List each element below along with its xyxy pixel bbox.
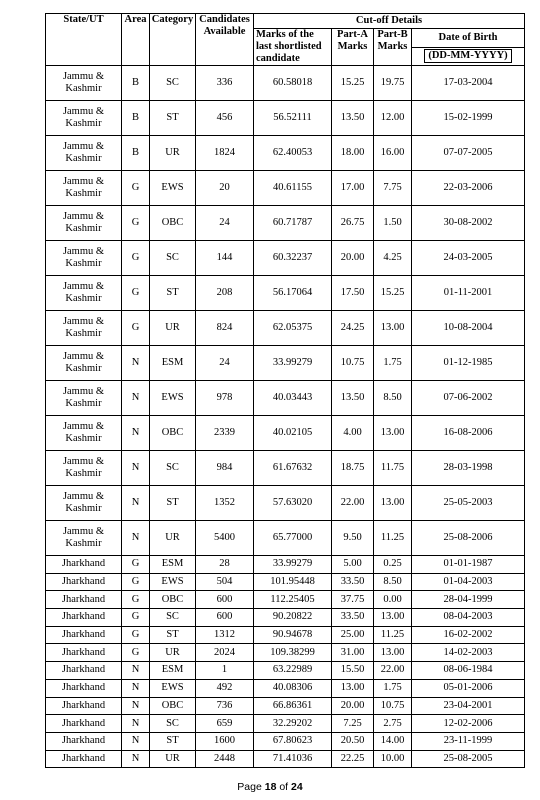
table-row	[46, 101, 525, 136]
cell-area: G	[122, 609, 150, 627]
table-row	[46, 241, 525, 276]
cell-marks-last: 32.29202	[254, 715, 332, 733]
cell-part-a: 24.25	[332, 311, 374, 346]
cell-state: Jharkhand	[46, 591, 122, 609]
cell-area: N	[122, 697, 150, 715]
cell-part-a: 17.00	[332, 171, 374, 206]
cell-state: Jammu & Kashmir	[46, 171, 122, 206]
cell-category: EWS	[150, 171, 196, 206]
cell-date-of-birth: 12-02-2006	[412, 715, 525, 733]
table-row	[46, 416, 525, 451]
header-cutoff-details: Cut-off Details	[254, 14, 525, 29]
of-word: of	[279, 781, 289, 793]
table-row	[46, 346, 525, 381]
cell-date-of-birth: 22-03-2006	[412, 171, 525, 206]
cell-date-of-birth: 07-06-2002	[412, 381, 525, 416]
cell-part-a: 15.25	[332, 66, 374, 101]
cell-date-of-birth: 07-07-2005	[412, 136, 525, 171]
cell-date-of-birth: 10-08-2004	[412, 311, 525, 346]
cell-candidates: 504	[196, 573, 254, 591]
cell-state: Jharkhand	[46, 644, 122, 662]
cell-category: OBC	[150, 206, 196, 241]
cell-part-a: 17.50	[332, 276, 374, 311]
page-footer	[0, 781, 540, 793]
cell-candidates: 984	[196, 451, 254, 486]
cell-part-a: 22.25	[332, 750, 374, 768]
cell-candidates: 336	[196, 66, 254, 101]
cell-category: SC	[150, 66, 196, 101]
cell-part-b: 8.50	[374, 381, 412, 416]
cell-candidates: 600	[196, 591, 254, 609]
cell-part-b: 13.00	[374, 311, 412, 346]
cell-date-of-birth: 30-08-2002	[412, 206, 525, 241]
cell-state: Jharkhand	[46, 556, 122, 574]
cell-part-a: 13.50	[332, 381, 374, 416]
cell-state: Jharkhand	[46, 609, 122, 627]
cell-marks-last: 33.99279	[254, 556, 332, 574]
cell-marks-last: 40.02105	[254, 416, 332, 451]
cell-state: Jammu & Kashmir	[46, 381, 122, 416]
cell-category: OBC	[150, 416, 196, 451]
cell-candidates: 144	[196, 241, 254, 276]
cell-state: Jammu & Kashmir	[46, 311, 122, 346]
table-row	[46, 697, 525, 715]
cell-part-b: 4.25	[374, 241, 412, 276]
cell-area: B	[122, 101, 150, 136]
cell-area: N	[122, 381, 150, 416]
cell-category: ESM	[150, 556, 196, 574]
cell-marks-last: 60.58018	[254, 66, 332, 101]
cell-part-b: 11.75	[374, 451, 412, 486]
table-row	[46, 573, 525, 591]
cell-state: Jharkhand	[46, 732, 122, 750]
cell-date-of-birth: 28-03-1998	[412, 451, 525, 486]
cell-part-b: 11.25	[374, 521, 412, 556]
cell-date-of-birth: 08-04-2003	[412, 609, 525, 627]
cell-category: UR	[150, 644, 196, 662]
cell-marks-last: 40.08306	[254, 679, 332, 697]
cell-candidates: 24	[196, 346, 254, 381]
cell-category: SC	[150, 451, 196, 486]
cell-marks-last: 62.40053	[254, 136, 332, 171]
cell-category: ST	[150, 101, 196, 136]
cell-candidates: 978	[196, 381, 254, 416]
cell-part-b: 1.50	[374, 206, 412, 241]
table-row	[46, 451, 525, 486]
cell-candidates: 28	[196, 556, 254, 574]
cell-date-of-birth: 01-11-2001	[412, 276, 525, 311]
cell-category: EWS	[150, 679, 196, 697]
cell-part-a: 13.50	[332, 101, 374, 136]
cell-part-b: 1.75	[374, 679, 412, 697]
table-row	[46, 136, 525, 171]
cell-part-a: 20.00	[332, 697, 374, 715]
cell-part-b: 22.00	[374, 662, 412, 680]
cell-category: ESM	[150, 346, 196, 381]
cell-marks-last: 90.20822	[254, 609, 332, 627]
cell-area: G	[122, 276, 150, 311]
cell-candidates: 456	[196, 101, 254, 136]
cell-date-of-birth: 17-03-2004	[412, 66, 525, 101]
cell-area: N	[122, 416, 150, 451]
cell-state: Jammu & Kashmir	[46, 66, 122, 101]
header-state: State/UT	[46, 14, 122, 66]
cell-state: Jharkhand	[46, 750, 122, 768]
cell-marks-last: 67.80623	[254, 732, 332, 750]
cell-category: OBC	[150, 697, 196, 715]
table-row	[46, 732, 525, 750]
header-category: Category	[150, 14, 196, 66]
table-row	[46, 679, 525, 697]
cell-category: SC	[150, 609, 196, 627]
cell-candidates: 824	[196, 311, 254, 346]
table-row	[46, 381, 525, 416]
cell-part-a: 31.00	[332, 644, 374, 662]
cell-state: Jharkhand	[46, 662, 122, 680]
cell-state: Jharkhand	[46, 626, 122, 644]
table-row	[46, 311, 525, 346]
cell-state: Jammu & Kashmir	[46, 101, 122, 136]
cell-category: OBC	[150, 591, 196, 609]
cell-date-of-birth: 15-02-1999	[412, 101, 525, 136]
cell-area: G	[122, 556, 150, 574]
cell-date-of-birth: 01-12-1985	[412, 346, 525, 381]
cell-category: SC	[150, 241, 196, 276]
cell-date-of-birth: 08-06-1984	[412, 662, 525, 680]
cell-marks-last: 60.71787	[254, 206, 332, 241]
cell-area: N	[122, 750, 150, 768]
table-row	[46, 609, 525, 627]
cell-area: N	[122, 486, 150, 521]
table-row	[46, 486, 525, 521]
cell-date-of-birth: 05-01-2006	[412, 679, 525, 697]
cell-date-of-birth: 24-03-2005	[412, 241, 525, 276]
cell-area: G	[122, 241, 150, 276]
cell-category: EWS	[150, 381, 196, 416]
header-date-of-birth: Date of Birth	[412, 29, 525, 48]
cell-marks-last: 63.22989	[254, 662, 332, 680]
cell-part-a: 13.00	[332, 679, 374, 697]
table-row	[46, 521, 525, 556]
cell-marks-last: 57.63020	[254, 486, 332, 521]
cell-part-b: 13.00	[374, 416, 412, 451]
cell-part-a: 37.75	[332, 591, 374, 609]
cutoff-table	[45, 13, 525, 768]
cell-part-b: 13.00	[374, 609, 412, 627]
cell-candidates: 1	[196, 662, 254, 680]
cell-marks-last: 40.03443	[254, 381, 332, 416]
cell-candidates: 1600	[196, 732, 254, 750]
cell-part-b: 0.25	[374, 556, 412, 574]
cell-part-b: 1.75	[374, 346, 412, 381]
cell-category: UR	[150, 136, 196, 171]
table-row	[46, 662, 525, 680]
cell-candidates: 736	[196, 697, 254, 715]
cell-marks-last: 56.17064	[254, 276, 332, 311]
cell-category: ST	[150, 486, 196, 521]
cell-date-of-birth: 25-08-2005	[412, 750, 525, 768]
header-marks-last-shortlisted: Marks of the last shortlisted candidate	[254, 29, 332, 66]
cell-state: Jharkhand	[46, 573, 122, 591]
cell-area: N	[122, 521, 150, 556]
cell-area: N	[122, 679, 150, 697]
cell-part-a: 25.00	[332, 626, 374, 644]
cell-state: Jammu & Kashmir	[46, 521, 122, 556]
cell-part-b: 14.00	[374, 732, 412, 750]
cell-marks-last: 40.61155	[254, 171, 332, 206]
cell-state: Jammu & Kashmir	[46, 241, 122, 276]
cell-date-of-birth: 25-08-2006	[412, 521, 525, 556]
cell-state: Jammu & Kashmir	[46, 136, 122, 171]
cell-part-b: 0.00	[374, 591, 412, 609]
cell-marks-last: 90.94678	[254, 626, 332, 644]
cell-part-b: 15.25	[374, 276, 412, 311]
cell-candidates: 2339	[196, 416, 254, 451]
cell-marks-last: 60.32237	[254, 241, 332, 276]
cell-date-of-birth: 01-04-2003	[412, 573, 525, 591]
cell-candidates: 600	[196, 609, 254, 627]
header-candidates-available: Candidates Available	[196, 14, 254, 66]
cell-part-b: 2.75	[374, 715, 412, 733]
cell-part-a: 26.75	[332, 206, 374, 241]
table-row	[46, 206, 525, 241]
cell-date-of-birth: 23-04-2001	[412, 697, 525, 715]
cell-category: ESM	[150, 662, 196, 680]
table-row	[46, 644, 525, 662]
table-row	[46, 591, 525, 609]
cell-area: G	[122, 591, 150, 609]
cell-date-of-birth: 01-01-1987	[412, 556, 525, 574]
cell-category: SC	[150, 715, 196, 733]
cell-part-a: 15.50	[332, 662, 374, 680]
table-row	[46, 715, 525, 733]
cell-state: Jammu & Kashmir	[46, 416, 122, 451]
cell-part-b: 10.00	[374, 750, 412, 768]
cell-candidates: 659	[196, 715, 254, 733]
cell-category: ST	[150, 276, 196, 311]
cell-category: ST	[150, 732, 196, 750]
cell-area: N	[122, 662, 150, 680]
table-row	[46, 66, 525, 101]
cell-part-b: 13.00	[374, 486, 412, 521]
cell-area: N	[122, 346, 150, 381]
cell-state: Jammu & Kashmir	[46, 346, 122, 381]
cell-state: Jammu & Kashmir	[46, 451, 122, 486]
cell-part-a: 10.75	[332, 346, 374, 381]
cell-area: N	[122, 732, 150, 750]
table-row	[46, 276, 525, 311]
cell-candidates: 1824	[196, 136, 254, 171]
cell-area: G	[122, 171, 150, 206]
table-row	[46, 626, 525, 644]
cell-part-a: 20.00	[332, 241, 374, 276]
table-body	[46, 66, 525, 768]
cell-area: G	[122, 206, 150, 241]
cell-candidates: 5400	[196, 521, 254, 556]
cell-candidates: 492	[196, 679, 254, 697]
cell-area: G	[122, 626, 150, 644]
cell-category: UR	[150, 311, 196, 346]
cell-part-a: 20.50	[332, 732, 374, 750]
cell-marks-last: 109.38299	[254, 644, 332, 662]
cell-part-b: 10.75	[374, 697, 412, 715]
cell-marks-last: 61.67632	[254, 451, 332, 486]
cell-marks-last: 62.05375	[254, 311, 332, 346]
cell-part-b: 16.00	[374, 136, 412, 171]
cell-candidates: 208	[196, 276, 254, 311]
cell-date-of-birth: 28-04-1999	[412, 591, 525, 609]
cell-category: EWS	[150, 573, 196, 591]
table-row	[46, 171, 525, 206]
cell-candidates: 20	[196, 171, 254, 206]
table-row	[46, 750, 525, 768]
cell-marks-last: 65.77000	[254, 521, 332, 556]
cell-part-b: 11.25	[374, 626, 412, 644]
cell-candidates: 2024	[196, 644, 254, 662]
page-total: 24	[291, 781, 303, 793]
header-dob-format: (DD-MM-YYYY)	[424, 49, 511, 63]
cell-marks-last: 56.52111	[254, 101, 332, 136]
cell-marks-last: 112.25405	[254, 591, 332, 609]
header-part-a-marks: Part-A Marks	[332, 29, 374, 66]
cutoff-table-container	[45, 13, 524, 768]
cell-marks-last: 101.95448	[254, 573, 332, 591]
cell-state: Jharkhand	[46, 697, 122, 715]
cell-part-a: 33.50	[332, 573, 374, 591]
cell-area: B	[122, 136, 150, 171]
cell-part-a: 5.00	[332, 556, 374, 574]
cell-area: N	[122, 715, 150, 733]
cell-area: G	[122, 644, 150, 662]
cell-part-a: 4.00	[332, 416, 374, 451]
cell-state: Jammu & Kashmir	[46, 486, 122, 521]
cell-date-of-birth: 16-08-2006	[412, 416, 525, 451]
table-row	[46, 556, 525, 574]
cell-part-a: 18.75	[332, 451, 374, 486]
cell-area: G	[122, 573, 150, 591]
cell-candidates: 2448	[196, 750, 254, 768]
cell-state: Jammu & Kashmir	[46, 276, 122, 311]
cell-state: Jharkhand	[46, 679, 122, 697]
cell-part-b: 12.00	[374, 101, 412, 136]
cell-date-of-birth: 14-02-2003	[412, 644, 525, 662]
page-word: Page	[237, 781, 262, 793]
cell-category: UR	[150, 521, 196, 556]
header-dob-format-cell	[412, 47, 525, 66]
cell-area: G	[122, 311, 150, 346]
page-current: 18	[264, 781, 277, 793]
cell-part-a: 9.50	[332, 521, 374, 556]
cell-part-a: 33.50	[332, 609, 374, 627]
cell-date-of-birth: 23-11-1999	[412, 732, 525, 750]
cell-part-a: 22.00	[332, 486, 374, 521]
cell-part-a: 7.25	[332, 715, 374, 733]
cell-part-b: 8.50	[374, 573, 412, 591]
cell-candidates: 24	[196, 206, 254, 241]
header-area: Area	[122, 14, 150, 66]
cell-date-of-birth: 16-02-2002	[412, 626, 525, 644]
cell-state: Jharkhand	[46, 715, 122, 733]
cell-area: B	[122, 66, 150, 101]
cell-marks-last: 66.86361	[254, 697, 332, 715]
cell-marks-last: 71.41036	[254, 750, 332, 768]
cell-candidates: 1312	[196, 626, 254, 644]
cell-marks-last: 33.99279	[254, 346, 332, 381]
cell-category: ST	[150, 626, 196, 644]
cell-part-b: 7.75	[374, 171, 412, 206]
cell-part-a: 18.00	[332, 136, 374, 171]
header-part-b-marks: Part-B Marks	[374, 29, 412, 66]
cell-date-of-birth: 25-05-2003	[412, 486, 525, 521]
cell-part-b: 19.75	[374, 66, 412, 101]
cell-candidates: 1352	[196, 486, 254, 521]
cell-area: N	[122, 451, 150, 486]
cell-state: Jammu & Kashmir	[46, 206, 122, 241]
cell-category: UR	[150, 750, 196, 768]
cell-part-b: 13.00	[374, 644, 412, 662]
